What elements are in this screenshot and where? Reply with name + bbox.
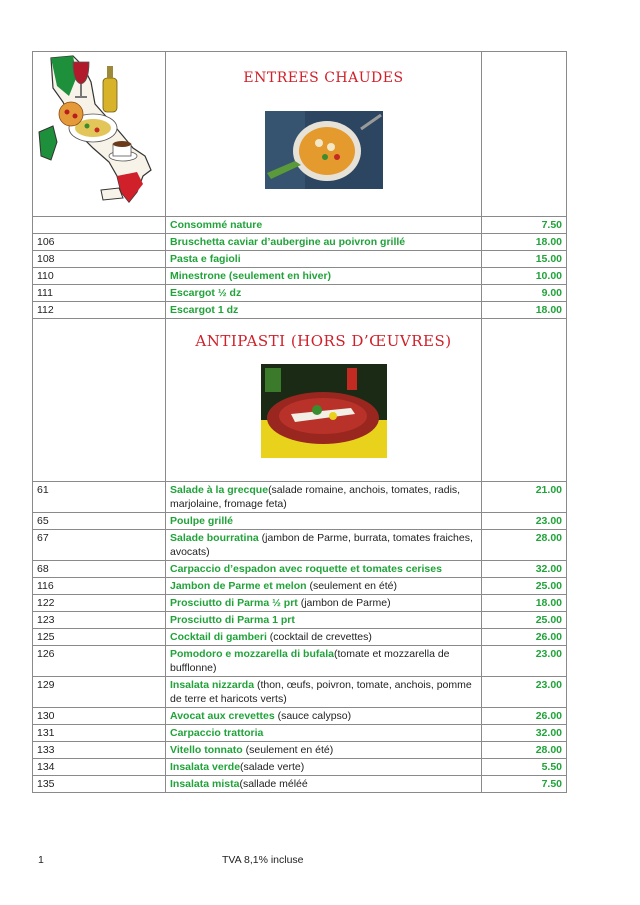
item-price: 23.00 <box>482 513 567 530</box>
entrees-title: ENTREES CHAUDES <box>243 70 404 86</box>
item-number: 65 <box>33 513 166 530</box>
item-name: Pasta e fagioli <box>170 253 241 265</box>
menu-row <box>33 268 567 285</box>
item-name: Carpaccio d’espadon avec roquette et tomates cerises <box>170 563 442 575</box>
item-number: 134 <box>33 759 166 776</box>
menu-row <box>33 595 567 612</box>
item-name: Avocat aux crevettes <box>170 710 275 722</box>
item-description <box>166 234 482 251</box>
item-price: 23.00 <box>482 677 567 708</box>
item-price: 26.00 <box>482 708 567 725</box>
antipasti-title-cell <box>166 319 482 482</box>
menu-row <box>33 708 567 725</box>
item-description <box>166 268 482 285</box>
menu-row <box>33 234 567 251</box>
menu-row <box>33 646 567 677</box>
item-name: Insalata mista <box>170 778 240 790</box>
item-description <box>166 759 482 776</box>
item-number: 135 <box>33 776 166 793</box>
item-price: 7.50 <box>482 776 567 793</box>
item-number: 133 <box>33 742 166 759</box>
item-description <box>166 578 482 595</box>
item-number <box>33 217 166 234</box>
item-detail: (tomate et mozzarella de bufflonne) <box>170 648 450 674</box>
item-name: Jambon de Parme et melon <box>170 580 307 592</box>
page-number: 1 <box>38 854 44 866</box>
item-price: 15.00 <box>482 251 567 268</box>
item-number: 106 <box>33 234 166 251</box>
item-description <box>166 561 482 578</box>
menu-row <box>33 530 567 561</box>
item-description <box>166 646 482 677</box>
item-detail: (seulement en été) <box>306 580 398 592</box>
item-name: Bruschetta caviar d’aubergine au poivron grillé <box>170 236 406 248</box>
entrees-title-cell <box>166 52 482 217</box>
item-detail: (cocktail de crevettes) <box>266 631 372 643</box>
item-number: 129 <box>33 677 166 708</box>
item-name: Minestrone (seulement en hiver) <box>170 270 332 282</box>
item-price: 32.00 <box>482 725 567 742</box>
menu-row <box>33 513 567 530</box>
item-price: 7.50 <box>482 217 567 234</box>
italy-map-illustration <box>33 52 163 212</box>
menu-row <box>33 725 567 742</box>
entrees-price-header <box>482 52 567 217</box>
menu-row <box>33 302 567 319</box>
menu-row <box>33 629 567 646</box>
item-description <box>166 612 482 629</box>
item-price: 25.00 <box>482 612 567 629</box>
item-number: 122 <box>33 595 166 612</box>
item-description <box>166 725 482 742</box>
item-detail: (jambon de Parme, burrata, tomates fraiches, avocats) <box>170 532 473 558</box>
item-name: Insalata verde <box>170 761 241 773</box>
item-name: Prosciutto di Parma 1 prt <box>170 614 295 626</box>
item-description <box>166 513 482 530</box>
menu-row <box>33 285 567 302</box>
item-name: Escargot 1 dz <box>170 304 239 316</box>
menu-table <box>32 51 567 793</box>
item-price: 32.00 <box>482 561 567 578</box>
item-detail: (sauce calypso) <box>274 710 352 722</box>
item-description <box>166 742 482 759</box>
item-name: Carpaccio trattoria <box>170 727 264 739</box>
antipasti-photo <box>261 364 387 458</box>
item-name: Escargot ½ dz <box>170 287 242 299</box>
item-price: 28.00 <box>482 742 567 759</box>
item-name: Vitello tonnato <box>170 744 243 756</box>
item-number: 112 <box>33 302 166 319</box>
item-number: 110 <box>33 268 166 285</box>
item-number: 130 <box>33 708 166 725</box>
soup-photo <box>265 111 383 189</box>
item-detail: (salade romaine, anchois, tomates, radis, marjolaine, fromage feta) <box>170 484 461 510</box>
antipasti-header-row <box>33 319 567 482</box>
item-price: 18.00 <box>482 302 567 319</box>
item-detail: (sallade méléé <box>239 778 308 790</box>
menu-row <box>33 251 567 268</box>
item-name: Pomodoro e mozzarella di bufala <box>170 648 334 660</box>
item-number: 131 <box>33 725 166 742</box>
item-number: 67 <box>33 530 166 561</box>
item-description <box>166 285 482 302</box>
item-price: 10.00 <box>482 268 567 285</box>
item-description <box>166 217 482 234</box>
item-description <box>166 302 482 319</box>
menu-row <box>33 482 567 513</box>
menu-row <box>33 759 567 776</box>
menu-row <box>33 677 567 708</box>
item-description <box>166 776 482 793</box>
item-price: 18.00 <box>482 234 567 251</box>
item-number: 108 <box>33 251 166 268</box>
item-price: 23.00 <box>482 646 567 677</box>
item-name: Salade bourratina <box>170 532 259 544</box>
item-price: 5.50 <box>482 759 567 776</box>
item-number: 125 <box>33 629 166 646</box>
item-number: 116 <box>33 578 166 595</box>
item-description <box>166 251 482 268</box>
item-price: 26.00 <box>482 629 567 646</box>
item-description <box>166 595 482 612</box>
item-name: Insalata nizzarda <box>170 679 255 691</box>
item-number: 123 <box>33 612 166 629</box>
item-price: 21.00 <box>482 482 567 513</box>
item-number: 126 <box>33 646 166 677</box>
item-number: 61 <box>33 482 166 513</box>
menu-row <box>33 217 567 234</box>
logo-cell <box>33 52 166 217</box>
menu-row <box>33 742 567 759</box>
entrees-header-row <box>33 52 567 217</box>
antipasti-title: ANTIPASTI (HORS D’ŒUVRES) <box>195 332 452 350</box>
item-name: Prosciutto di Parma ½ prt <box>170 597 298 609</box>
item-price: 28.00 <box>482 530 567 561</box>
item-price: 25.00 <box>482 578 567 595</box>
item-detail: (seulement en été) <box>242 744 334 756</box>
item-detail: (jambon de Parme) <box>297 597 391 609</box>
item-price: 9.00 <box>482 285 567 302</box>
menu-row <box>33 561 567 578</box>
item-detail: (thon, œufs, poivron, tomate, anchois, pomme de terre et haricots verts) <box>170 679 472 705</box>
menu-row <box>33 776 567 793</box>
item-number: 111 <box>33 285 166 302</box>
item-description <box>166 677 482 708</box>
item-description <box>166 482 482 513</box>
item-name: Poulpe grillé <box>170 515 234 527</box>
item-description <box>166 708 482 725</box>
item-description <box>166 629 482 646</box>
menu-row <box>33 612 567 629</box>
tax-note: TVA 8,1% incluse <box>222 854 304 866</box>
item-detail: (salade verte) <box>240 761 305 773</box>
item-number: 68 <box>33 561 166 578</box>
item-name: Salade à la grecque <box>170 484 269 496</box>
item-name: Consommé nature <box>170 219 263 231</box>
item-price: 18.00 <box>482 595 567 612</box>
item-description <box>166 530 482 561</box>
item-name: Cocktail di gamberi <box>170 631 267 643</box>
menu-row <box>33 578 567 595</box>
